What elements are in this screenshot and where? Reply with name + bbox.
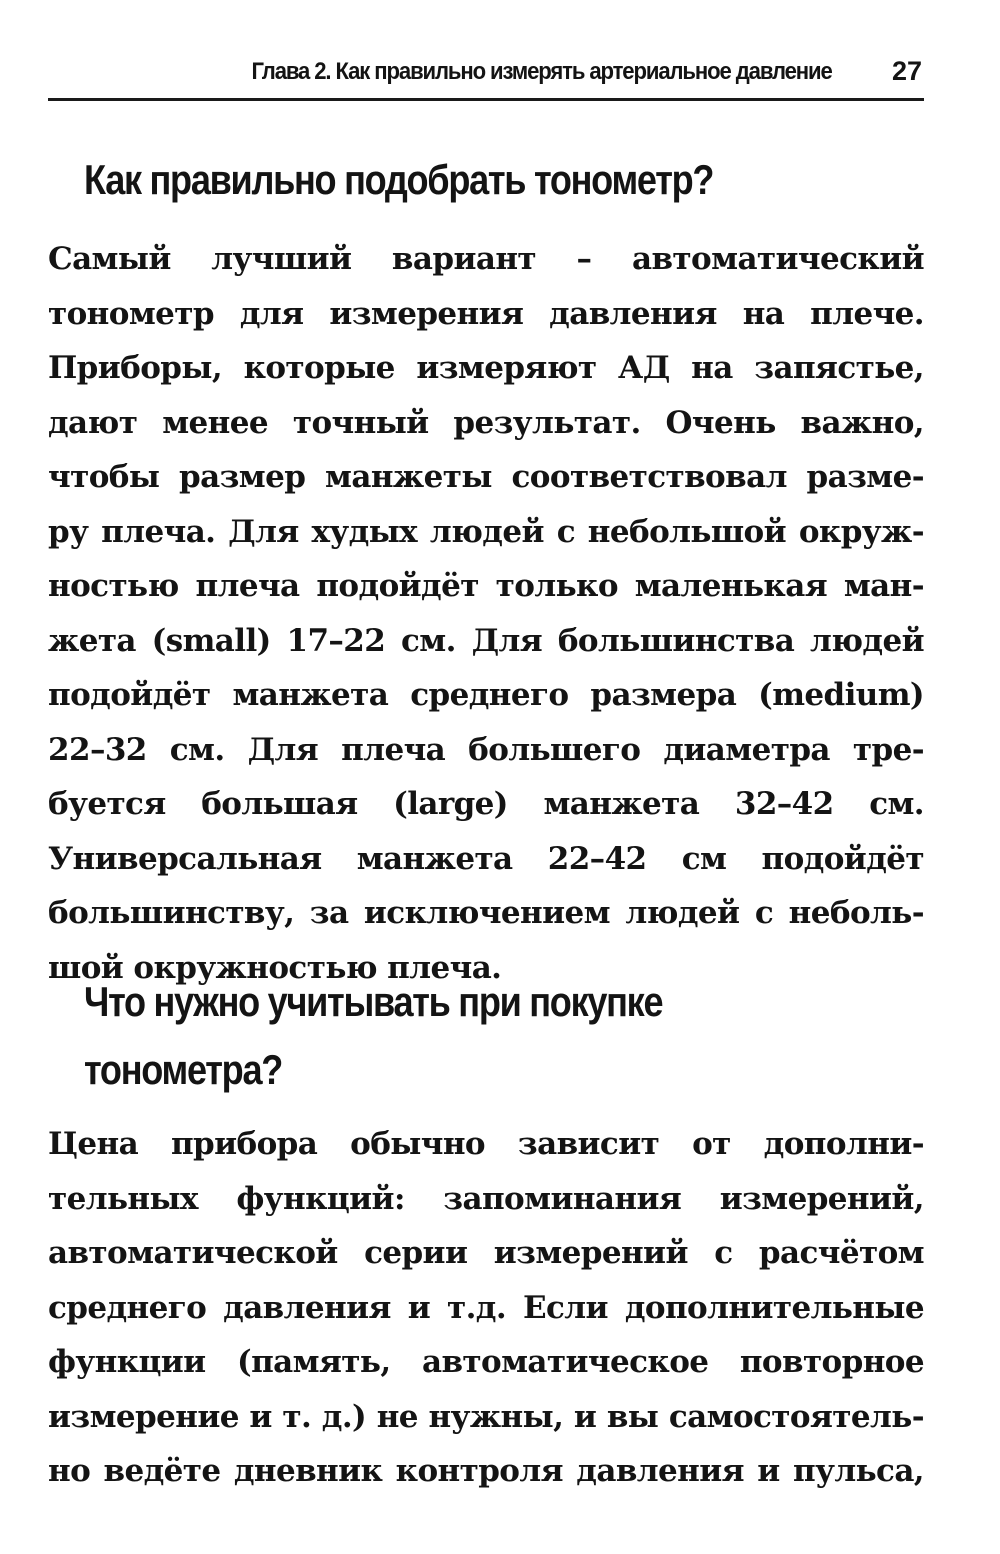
heading-line: тонометра?	[84, 1046, 283, 1093]
paragraph-choose-tonometer	[48, 232, 924, 995]
text-line: шой окружностью плеча.	[48, 949, 502, 986]
text-line: чтобы размер манжеты соответствовал разме-	[48, 459, 924, 495]
text-line: подойдёт манжета среднего размера (medium)	[48, 677, 924, 713]
text-line: Приборы, которые измеряют АД на запястье,	[48, 350, 924, 386]
text-line: буется большая (large) манжета 32–42 см.	[48, 786, 924, 822]
text-line: тонометр для измерения давления на плече.	[48, 295, 924, 332]
text-line: ностью плеча подойдёт только маленькая ман-	[48, 568, 924, 604]
text-line: тельных функций: запоминания измерений,	[48, 1180, 924, 1217]
text-line: 22–32 см. Для плеча большего диаметра тре-	[48, 731, 924, 768]
text-line: Универсальная манжета 22–42 см подойдёт	[48, 840, 924, 877]
running-header	[48, 50, 924, 101]
heading-line: Что нужно учитывать при покупке	[84, 978, 663, 1025]
paragraph-purchase-considerations	[48, 1117, 924, 1499]
section-heading-choose-tonometer: Как правильно подобрать тонометр?	[84, 156, 714, 203]
text-line: Самый лучший вариант – автоматический	[48, 241, 924, 277]
text-line: большинству, за исключением людей с неболь-	[48, 895, 924, 931]
chapter-title: Глава 2. Как правильно измерять артериальное давление	[251, 58, 832, 85]
text-line: Цена прибора обычно зависит от дополни-	[48, 1126, 924, 1162]
text-line: жета (small) 17–22 см. Для большинства людей	[48, 622, 924, 659]
text-line: функции (память, автоматическое повторное	[48, 1344, 924, 1380]
text-line: но ведёте дневник контроля давления и пульса,	[48, 1453, 924, 1489]
section-heading-purchase-considerations	[84, 968, 662, 1104]
text-line: измерение и т. д.) не нужны, и вы самостоятель-	[48, 1398, 924, 1435]
text-line: ру плеча. Для худых людей с небольшой окруж-	[48, 513, 924, 550]
text-line: дают менее точный результат. Очень важно,	[48, 404, 924, 441]
page-number: 27	[891, 56, 922, 86]
text-line: среднего давления и т.д. Если дополнительные	[48, 1289, 924, 1326]
text-line: автоматической серии измерений с расчётом	[48, 1235, 924, 1271]
